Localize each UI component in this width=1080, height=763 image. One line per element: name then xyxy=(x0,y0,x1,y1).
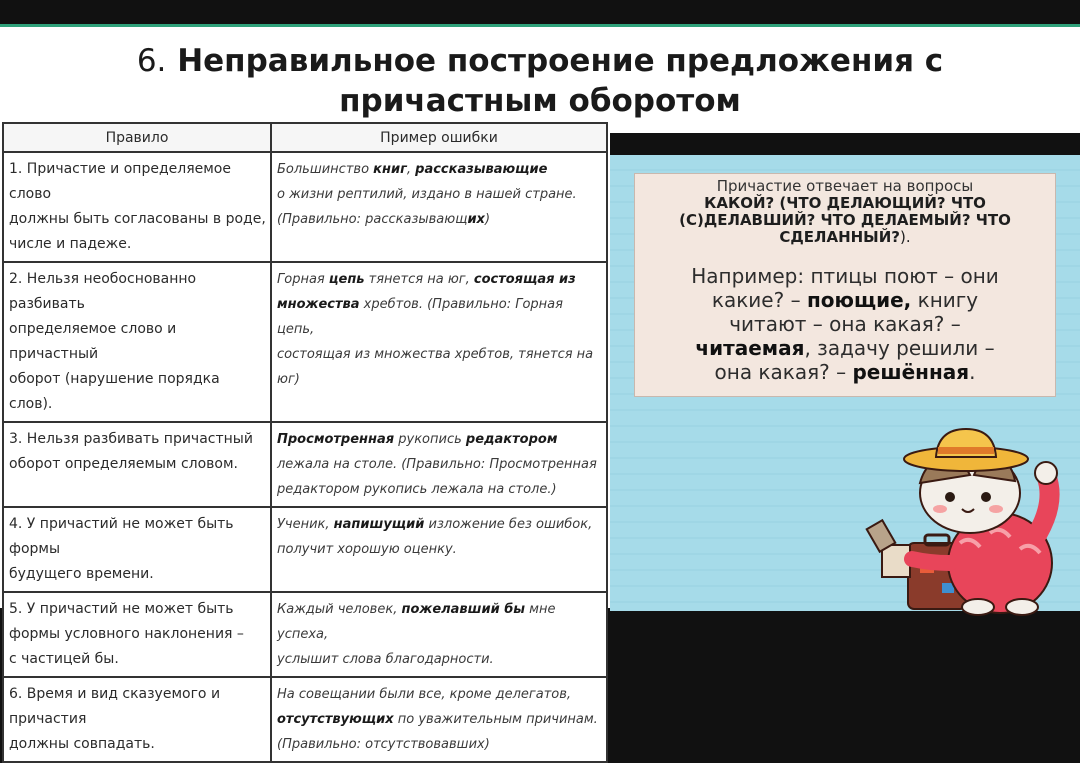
rule-line: будущего времени. xyxy=(9,566,154,582)
rule-line: 1. Причастие и определяемое слово xyxy=(9,161,231,202)
info-example-line xyxy=(651,360,1039,384)
text-fragment: Большинство xyxy=(277,162,374,177)
title-text-1: Неправильное построение предложения с xyxy=(177,43,944,79)
text-fragment: , xyxy=(406,162,416,177)
bold-fragment: читаемая xyxy=(695,336,805,360)
slide xyxy=(0,24,1080,752)
table-row xyxy=(3,152,607,262)
example-cell xyxy=(271,592,607,677)
rule-line: 5. У причастий не может быть xyxy=(9,601,234,617)
text-fragment: Горная xyxy=(277,272,329,287)
title-line-2: причастным оборотом xyxy=(339,83,741,119)
example-cell xyxy=(271,262,607,422)
text-fragment: она какая? – xyxy=(714,360,853,384)
table-row xyxy=(3,262,607,422)
header-example: Пример ошибки xyxy=(271,123,607,152)
bold-fragment: книг xyxy=(373,162,407,177)
cat-traveler-illustration xyxy=(850,423,1080,611)
table-row xyxy=(3,677,607,762)
example-line xyxy=(277,157,602,182)
slide-title xyxy=(0,41,1080,121)
rule-line: 4. У причастий не может быть формы xyxy=(9,516,234,557)
text-fragment: тянется на юг, xyxy=(364,272,474,287)
example-line xyxy=(277,512,602,537)
text-fragment: . xyxy=(969,360,976,384)
panel-dark-band xyxy=(610,133,1080,155)
info-questions-1 xyxy=(635,195,1055,212)
rule-line: оборот (нарушение порядка слов). xyxy=(9,371,220,412)
info-questions-3 xyxy=(635,229,1055,246)
example-line xyxy=(277,537,602,562)
text-fragment: изложение без ошибок, xyxy=(424,517,593,532)
title-line-1 xyxy=(0,41,1080,81)
text-fragment: читают – она какая? – xyxy=(729,312,961,336)
rule-line: 2. Нельзя необоснованно разбивать xyxy=(9,271,197,312)
question-tail: ). xyxy=(899,228,911,246)
example-line xyxy=(277,682,602,707)
text-fragment: (Правильно: отсутствовавших) xyxy=(277,737,490,752)
bold-fragment: поющие, xyxy=(806,288,912,312)
text-fragment: рукопись xyxy=(394,432,466,447)
table-row xyxy=(3,507,607,592)
bold-fragment: рассказывающие xyxy=(415,162,548,177)
text-fragment: состоящая из множества хребтов, тянется на юг) xyxy=(277,347,594,387)
rule-cell xyxy=(3,592,271,677)
bold-fragment: напишущий xyxy=(333,517,425,532)
text-fragment: хребтов. (Правильно: Горная цепь, xyxy=(277,297,563,337)
text-fragment: , задачу решили – xyxy=(804,336,995,360)
text-fragment: какие? – xyxy=(711,288,807,312)
example-line xyxy=(277,597,602,647)
example-line xyxy=(277,267,602,292)
bold-fragment: отсутствующих xyxy=(277,712,394,727)
question-text-3: СДЕЛАННЫЙ? xyxy=(779,228,900,246)
bold-fragment: пожелавший бы xyxy=(401,602,526,617)
example-text xyxy=(635,264,1055,384)
rule-line: 3. Нельзя разбивать причастный xyxy=(9,431,253,447)
rule-line: должны быть согласованы в роде, xyxy=(9,211,266,227)
rules-table xyxy=(2,122,608,763)
rule-cell xyxy=(3,152,271,262)
cup-icon xyxy=(867,520,910,577)
question-text-1: КАКОЙ? (ЧТО ДЕЛАЮЩИЙ? ЧТО xyxy=(704,194,986,212)
info-example-line xyxy=(651,288,1039,312)
info-example-line xyxy=(651,312,1039,336)
text-fragment: ) xyxy=(484,212,491,227)
info-questions-2 xyxy=(635,212,1055,229)
example-line xyxy=(277,647,602,672)
title-number: 6. xyxy=(136,43,167,79)
bold-fragment: Просмотренная xyxy=(277,432,395,447)
info-example-line xyxy=(651,336,1039,360)
text-fragment: по уважительным причинам. xyxy=(393,712,598,727)
example-cell xyxy=(271,507,607,592)
example-line xyxy=(277,427,602,452)
example-line xyxy=(277,342,602,392)
text-fragment: редактором рукопись лежала на столе.) xyxy=(277,482,557,497)
text-fragment: На совещании были все, кроме делегатов, xyxy=(277,687,572,702)
illustration-panel xyxy=(610,133,1080,611)
info-intro: Причастие отвечает на вопросы xyxy=(716,177,974,195)
example-line xyxy=(277,182,602,207)
example-cell xyxy=(271,677,607,762)
example-line xyxy=(277,452,602,477)
example-line xyxy=(277,477,602,502)
bold-fragment: цепь xyxy=(328,272,365,287)
text-fragment: мне успеха, xyxy=(277,602,556,642)
example-line xyxy=(277,732,602,757)
bold-fragment: их xyxy=(467,212,485,227)
rule-line: оборот определяемым словом. xyxy=(9,456,238,472)
example-line xyxy=(277,292,602,342)
bold-fragment: множества xyxy=(277,297,360,312)
bold-fragment: решённая xyxy=(852,360,970,384)
header-rule: Правило xyxy=(3,123,271,152)
rule-line: числе и падеже. xyxy=(9,236,132,252)
table-row xyxy=(3,422,607,507)
example-line xyxy=(277,207,602,232)
rule-line: 6. Время и вид сказуемого и причастия xyxy=(9,686,221,727)
text-fragment: Каждый человек, xyxy=(277,602,402,617)
example-line xyxy=(277,707,602,732)
table-row xyxy=(3,592,607,677)
text-fragment: о жизни рептилий, издано в нашей стране. xyxy=(277,187,577,202)
rule-line: формы условного наклонения – xyxy=(9,626,244,642)
rule-cell xyxy=(3,262,271,422)
rules-body xyxy=(3,152,607,762)
table-header-row xyxy=(3,123,607,152)
rule-cell xyxy=(3,677,271,762)
text-fragment: услышит слова благодарности. xyxy=(277,652,494,667)
question-text-2: (С)ДЕЛАВШИЙ? ЧТО ДЕЛАЕМЫЙ? ЧТО xyxy=(679,211,1011,229)
bold-fragment: состоящая из xyxy=(473,272,576,287)
example-cell xyxy=(271,152,607,262)
rule-cell xyxy=(3,507,271,592)
text-fragment: лежала на столе. (Правильно: Просмотренная xyxy=(277,457,597,472)
text-fragment: Ученик, xyxy=(277,517,334,532)
rule-line: определяемое слово и причастный xyxy=(9,321,177,362)
text-fragment: книгу xyxy=(911,288,979,312)
text-fragment: Например: птицы поют – они xyxy=(691,264,999,288)
participle-info-box xyxy=(634,173,1056,397)
straw-hat-icon xyxy=(904,429,1028,471)
text-fragment: (Правильно: рассказывающ xyxy=(277,212,468,227)
rule-line: должны совпадать. xyxy=(9,736,155,752)
info-example-line xyxy=(651,264,1039,288)
text-fragment: получит хорошую оценку. xyxy=(277,542,457,557)
rule-line: с частицей бы. xyxy=(9,651,119,667)
rule-cell xyxy=(3,422,271,507)
bold-fragment: редактором xyxy=(465,432,558,447)
example-cell xyxy=(271,422,607,507)
